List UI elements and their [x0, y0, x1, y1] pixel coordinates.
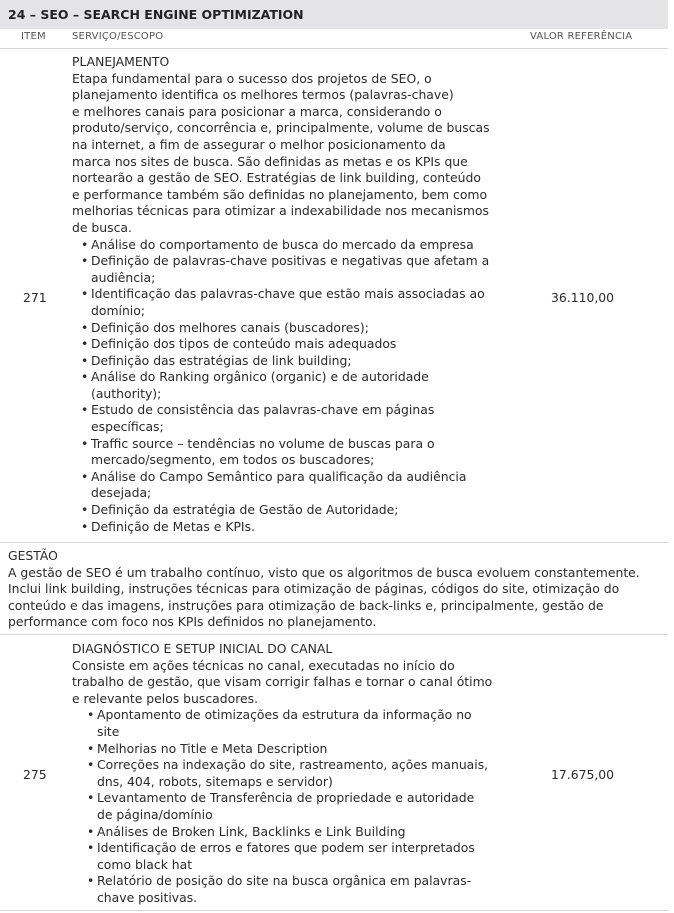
bullet-item: • Estudo de consistência das palavras-chave em páginas específicas;: [80, 402, 532, 435]
bullet-item: • Definição das estratégias de link building;: [80, 353, 532, 370]
bullet-item: • Análises de Broken Link, Backlinks e Link Building: [86, 824, 532, 841]
bullet-item: • Relatório de posição do site na busca orgânica em palavras- chave positivas.: [86, 873, 532, 906]
bullet-item: • Apontamento de otimizações da estrutura da informação no site: [86, 707, 532, 740]
row-title: PLANEJAMENTO: [72, 54, 170, 69]
section-title: 24 – SEO – SEARCH ENGINE OPTIMIZATION: [0, 0, 668, 29]
scope-bullet-list: [86, 707, 532, 906]
column-header-service: SERVIÇO/ESCOPO: [72, 31, 164, 42]
bullet-item: • Análise do Ranking orgânico (organic) e de autoridade (authority);: [80, 369, 532, 402]
bullet-item: • Análise do comportamento de busca do mercado da empresa: [80, 237, 532, 254]
item-number: 275: [23, 767, 47, 782]
header-divider: [0, 48, 668, 49]
item-number: 271: [23, 290, 47, 305]
row-title: DIAGNÓSTICO E SETUP INICIAL DO CANAL: [72, 641, 333, 656]
row-divider: [0, 542, 668, 543]
reference-value: 36.110,00: [551, 290, 615, 305]
gestao-title: GESTÃO: [8, 548, 58, 563]
gestao-description: A gestão de SEO é um trabalho contínuo, visto que os algoritmos de busca evoluem constantemente. Inclui link building, instruções técnicas para otimização de páginas, códigos do site, otimização do conteúdo e das imagens, instruções para otimização de back-links e, principalmente, gestão de performance com foco nos KPIs definidos no planejamento.: [8, 564, 640, 630]
row-275-scope: [72, 641, 532, 907]
column-header-value: VALOR REFERÊNCIA: [530, 31, 633, 42]
bullet-item: • Definição dos melhores canais (buscadores);: [80, 320, 532, 337]
column-header-item: ITEM: [21, 31, 46, 42]
row-description: Consiste em ações técnicas no canal, executadas no início do trabalho de gestão, que visam corrigir falhas e tornar o canal ótimo e relevante pelos buscadores.: [72, 657, 493, 706]
bullet-item: • Análise do Campo Semântico para qualificação da audiência desejada;: [80, 469, 532, 502]
bullet-item: • Correções na indexação do site, rastreamento, ações manuais, dns, 404, robots, sitemaps e servidor): [86, 757, 532, 790]
bullet-item: • Definição dos tipos de conteúdo mais adequados: [80, 336, 532, 353]
bullet-item: • Identificação de erros e fatores que podem ser interpretados como black hat: [86, 840, 532, 873]
row-divider: [0, 910, 668, 911]
row-description: Etapa fundamental para o sucesso dos projetos de SEO, o planejamento identifica os melhores termos (palavras-chave) e melhores canais para posicionar a marca, considerando o produto/serviço, concorrência e, principalmente, volume de buscas na internet, a fim de assegurar o melhor posicionamento da marca nos sites de busca. São definidas as metas e os KPIs que nortearão a gestão de SEO. Estratégias de link building, conteúdo e performance também são definidas no planejamento, bem como melhorias técnicas para otimizar a indexabilidade nos mecanismos de busca.: [72, 70, 490, 235]
bullet-item: • Definição da estratégia de Gestão de Autoridade;: [80, 502, 532, 519]
reference-value: 17.675,00: [551, 767, 615, 782]
bullet-item: • Traffic source – tendências no volume de buscas para o mercado/segmento, em todos os buscadores;: [80, 436, 532, 469]
row-divider: [0, 634, 668, 635]
gestao-block: [8, 548, 658, 631]
bullet-item: • Identificação das palavras-chave que estão mais associadas ao domínio;: [80, 286, 532, 319]
row-271-scope: [72, 54, 532, 535]
scope-bullet-list: [80, 237, 532, 536]
bullet-item: • Definição de palavras-chave positivas e negativas que afetam a audiência;: [80, 253, 532, 286]
bullet-item: • Levantamento de Transferência de propriedade e autoridade de página/domínio: [86, 790, 532, 823]
bullet-item: • Melhorias no Title e Meta Description: [86, 741, 532, 758]
bullet-item: • Definição de Metas e KPIs.: [80, 519, 532, 536]
